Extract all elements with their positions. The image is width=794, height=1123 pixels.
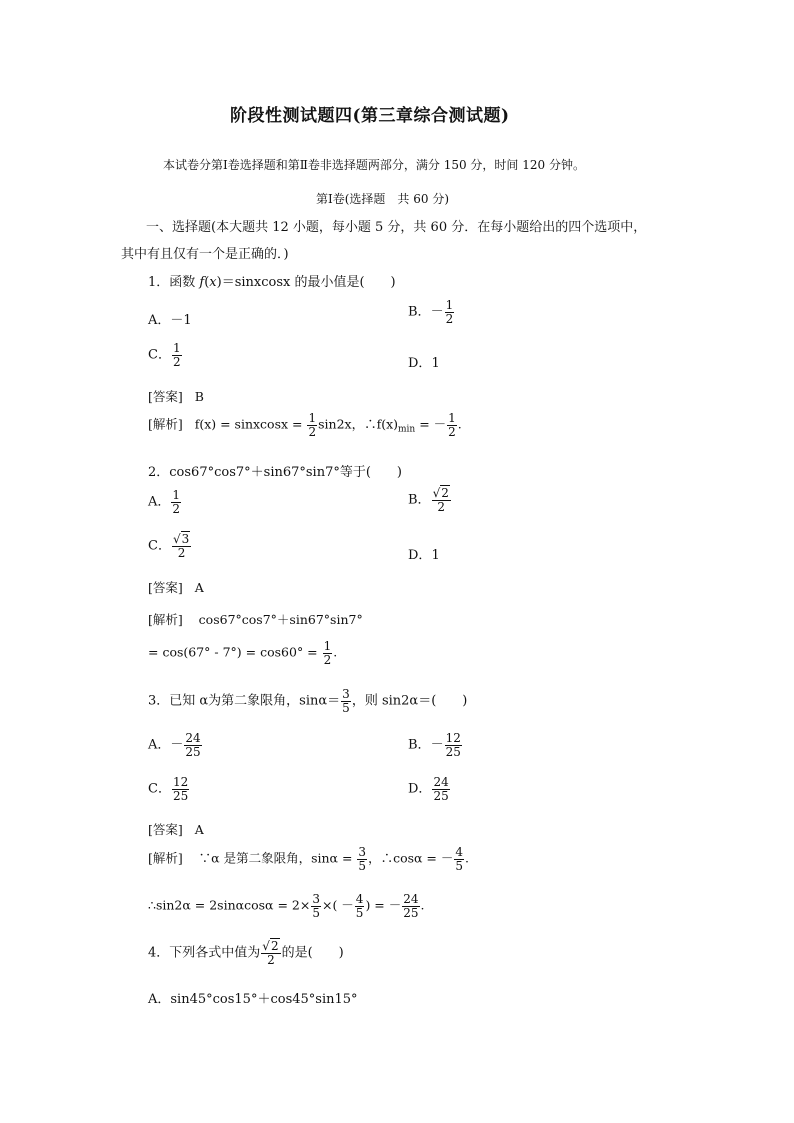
fraction: [355, 893, 365, 919]
analysis-text: ，∴cosα = －: [368, 850, 454, 866]
minus-sign: －: [170, 737, 184, 753]
analysis-tag: [解析]: [148, 612, 183, 627]
numerator: 1: [172, 488, 181, 502]
analysis-text: = cos(67° - 7°) = cos60° =: [148, 644, 322, 660]
answer-value: B: [194, 389, 204, 404]
option-text: 1: [431, 548, 440, 563]
q2-option-d: [408, 544, 440, 563]
fraction: [341, 688, 351, 714]
numerator: [432, 487, 451, 501]
option-label: A．: [148, 992, 171, 1007]
fraction: [172, 776, 189, 802]
denominator: 5: [342, 700, 350, 715]
numerator: 3: [312, 892, 320, 906]
numerator: 1: [308, 411, 317, 425]
fraction: [261, 940, 280, 966]
analysis-text: sin2x，∴f(x): [318, 416, 399, 432]
q3-answer: [148, 820, 204, 838]
q2-analysis-line2: [148, 640, 337, 666]
sqrt: √2: [262, 939, 279, 953]
analysis-tag: [解析]: [148, 416, 183, 432]
option-text: －1: [170, 313, 192, 328]
q1-option-a: [148, 309, 192, 328]
q1-stem-x: x: [209, 275, 217, 290]
option-label: B．: [408, 737, 431, 753]
denominator: 2: [267, 952, 275, 967]
q1-answer: [148, 387, 204, 405]
q4-stem-text: 4．下列各式中值为: [148, 945, 261, 961]
option-label: B．: [408, 304, 431, 320]
q1-option-d: [408, 352, 440, 371]
denominator: 2: [172, 501, 181, 516]
q4-option-a: [148, 988, 358, 1007]
option-label: A．: [148, 494, 171, 510]
subscript: min: [398, 424, 416, 435]
answer-value: A: [194, 580, 204, 595]
q3-stem-text: ，则 sin2α＝( ): [351, 693, 468, 709]
q3-option-d: [408, 776, 451, 802]
q1-option-b: [408, 299, 455, 325]
numerator: 24: [433, 775, 449, 789]
numerator: 24: [185, 731, 201, 745]
option-label: C．: [148, 781, 171, 797]
q3-analysis: [148, 846, 469, 872]
radicand: 2: [441, 486, 449, 500]
q3-option-a: [148, 732, 203, 758]
fraction: [171, 489, 181, 515]
minus-sign: －: [430, 304, 444, 320]
answer-tag: [答案]: [148, 389, 183, 404]
numerator: 1: [445, 298, 454, 312]
fraction: [432, 487, 451, 513]
q1-stem-f: f: [199, 275, 205, 290]
fraction: [445, 732, 462, 758]
analysis-text: ×( －: [321, 897, 354, 913]
q2-stem: 2．cos67°cos7°＋sin67°sin7°等于( ): [148, 465, 403, 480]
numerator: 24: [403, 892, 419, 906]
analysis-text: = －: [415, 416, 447, 432]
analysis-text: .: [333, 644, 338, 660]
q1-stem-text: 1．函数: [148, 275, 200, 290]
q3-analysis-line2: [148, 893, 425, 919]
analysis-text: ) = －: [365, 897, 402, 913]
option-label: D．: [408, 356, 432, 371]
option-label: D．: [408, 781, 432, 797]
denominator: 25: [433, 788, 449, 803]
numerator: 1: [172, 341, 181, 355]
q4-stem-text: 的是( ): [281, 945, 344, 961]
denominator: 2: [323, 652, 332, 667]
numerator: [261, 940, 280, 954]
numerator: 4: [455, 845, 464, 859]
option-label: A．: [148, 313, 171, 328]
option-text: 1: [431, 356, 440, 371]
denominator: 25: [403, 905, 419, 920]
option-label: C．: [148, 347, 171, 363]
fraction: [172, 533, 191, 559]
q4-stem: [148, 940, 344, 966]
analysis-text: ∴sin2α = 2sinαcosα = 2×: [148, 897, 311, 913]
instruction-line-1: 一、选择题(本大题共 12 小题，每小题 5 分，共 60 分．在每小题给出的四个选项中，: [146, 220, 647, 235]
fraction: [357, 846, 367, 872]
denominator: 25: [445, 744, 461, 759]
analysis-text: f(x) = sinxcosx =: [194, 416, 307, 432]
q1-stem-paren: (: [204, 275, 210, 290]
option-label: D．: [408, 548, 432, 563]
denominator: 2: [448, 424, 456, 439]
denominator: 2: [177, 545, 186, 560]
fraction: [402, 893, 419, 919]
analysis-text: cos67°cos7°＋sin67°sin7°: [198, 612, 363, 627]
option-text: sin45°cos15°＋cos45°sin15°: [170, 992, 358, 1007]
fraction: [184, 732, 201, 758]
option-label: A．: [148, 737, 171, 753]
denominator: 2: [437, 499, 446, 514]
fraction: [172, 342, 182, 368]
intro-text: 本试卷分第Ⅰ卷选择题和第Ⅱ卷非选择题两部分，满分 150 分，时间 120 分钟。: [163, 158, 585, 172]
analysis-text: .: [465, 850, 469, 866]
analysis-text: .: [420, 897, 425, 913]
q3-stem-text: 3．已知 α为第二象限角，sinα＝: [148, 693, 341, 709]
q1-stem: [148, 271, 396, 290]
denominator: 5: [455, 858, 464, 873]
fraction: [447, 412, 457, 438]
section-header: 第Ⅰ卷(选择题 共 60 分): [316, 192, 450, 206]
q3-stem: [148, 688, 467, 714]
analysis-tag: [解析]: [148, 850, 183, 866]
denominator: 5: [358, 858, 367, 873]
denominator: 25: [185, 744, 201, 759]
radicand: 3: [181, 532, 190, 546]
numerator: 12: [445, 731, 461, 745]
denominator: 5: [312, 905, 320, 920]
numerator: 3: [358, 845, 367, 859]
numerator: 4: [355, 892, 364, 906]
q2-option-b: [408, 487, 452, 513]
option-label: C．: [148, 538, 171, 554]
radicand: 2: [270, 939, 279, 953]
fraction: [307, 412, 317, 438]
fraction: [432, 776, 449, 802]
denominator: 2: [172, 354, 181, 369]
numerator: 1: [448, 411, 456, 425]
q2-option-c: [148, 533, 192, 559]
analysis-text: ∵α 是第二象限角，sinα =: [198, 850, 357, 866]
option-label: B．: [408, 492, 431, 508]
minus-sign: －: [430, 737, 444, 753]
numerator: 3: [342, 687, 350, 701]
numerator: [172, 533, 191, 547]
analysis-text: .: [457, 416, 462, 432]
q3-option-c: [148, 776, 190, 802]
denominator: 25: [172, 788, 189, 803]
q3-option-b: [408, 732, 463, 758]
denominator: 2: [308, 424, 317, 439]
instruction-line-2: 其中有且仅有一个是正确的．): [121, 247, 289, 262]
page-title: 阶段性测试题四(第三章综合测试题): [230, 106, 510, 126]
fraction: [311, 893, 321, 919]
answer-tag: [答案]: [148, 580, 183, 595]
sqrt: √2: [432, 486, 449, 500]
answer-tag: [答案]: [148, 822, 183, 837]
fraction: [454, 846, 464, 872]
fraction: [323, 640, 333, 666]
fraction: [445, 299, 455, 325]
q1-analysis: [148, 412, 462, 438]
answer-value: A: [194, 822, 204, 837]
q1-option-c: [148, 342, 183, 368]
denominator: 5: [355, 905, 364, 920]
q2-answer: [148, 578, 204, 596]
numerator: 1: [323, 639, 332, 653]
numerator: 12: [172, 775, 189, 789]
q1-stem-rest: )＝sinxcosx 的最小值是( ): [216, 275, 396, 290]
denominator: 2: [445, 311, 454, 326]
sqrt: √3: [172, 532, 190, 546]
q2-analysis: [148, 610, 363, 628]
q2-option-a: [148, 489, 182, 515]
